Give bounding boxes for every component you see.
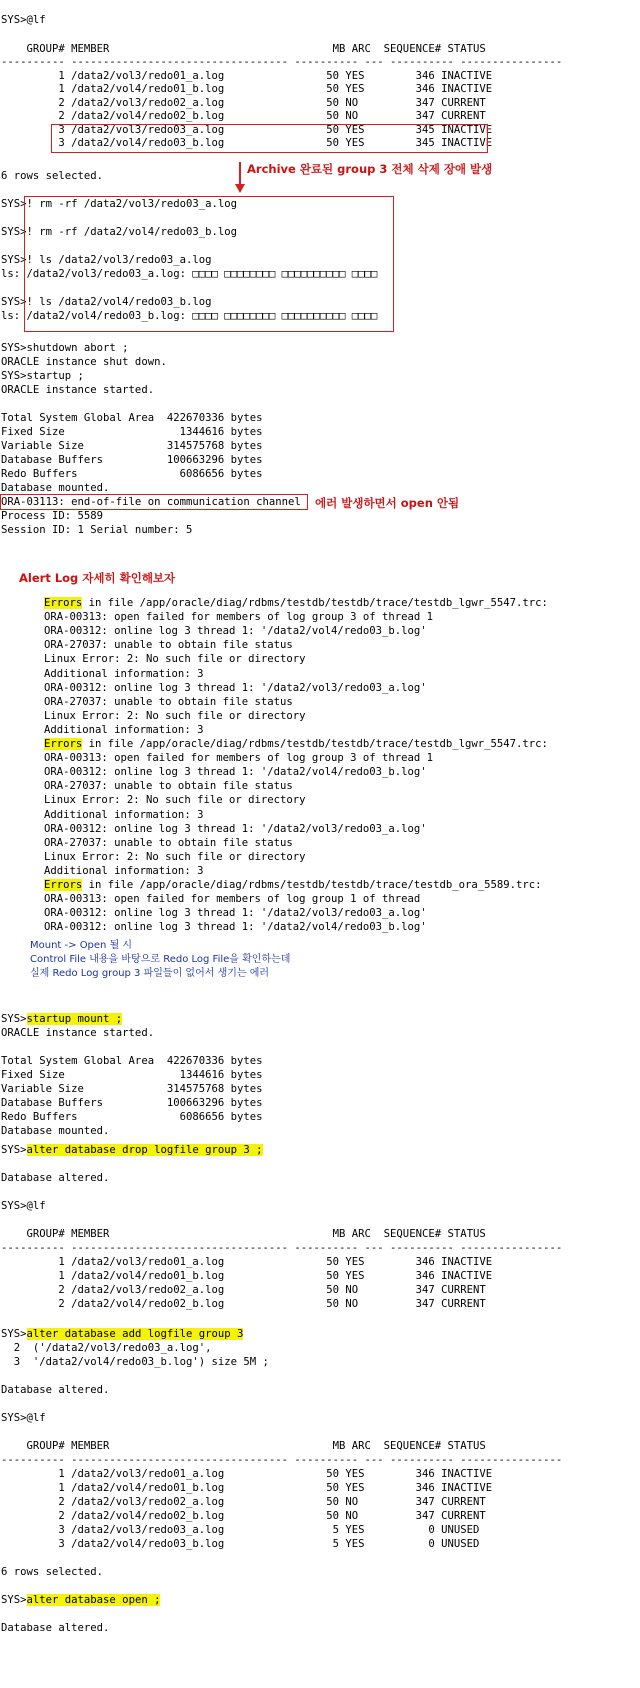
alert-log-line	[44, 879, 542, 892]
log-table-rule: ---------- ---------------------------------- ---------- --- ---------- ----------------	[1, 56, 563, 68]
archive-delete-note: Archive 완료된 group 3 전체 삭제 장애 발생	[247, 162, 493, 176]
startup-mount-cmd	[1, 1013, 122, 1026]
sga-line: Database mounted.	[1, 1125, 110, 1137]
arrow-head-icon	[235, 184, 245, 193]
rm-command-a: SYS>! rm -rf /data2/vol3/redo03_a.log	[1, 198, 237, 210]
alert-log-line: ORA-00312: online log 3 thread 1: '/data2/vol3/redo03_a.log'	[44, 822, 427, 835]
sga-line: Fixed Size 1344616 bytes	[1, 426, 263, 438]
log-table-row: 1 /data2/vol4/redo01_b.log 50 YES 346 INACTIVE	[1, 1482, 493, 1494]
alert-log-line: ORA-27037: unable to obtain file status	[44, 836, 293, 849]
instance-started-text: ORACLE instance started.	[1, 1027, 155, 1039]
alert-log-line: Additional information: 3	[44, 723, 204, 736]
alert-log-line: ORA-27037: unable to obtain file status	[44, 780, 293, 793]
log-table-header: GROUP# MEMBER MB ARC SEQUENCE# STATUS	[1, 1228, 486, 1240]
log-table-row: 3 /data2/vol3/redo03_a.log 50 YES 345 INACTIVE	[1, 123, 493, 136]
alert-log-line	[44, 738, 548, 751]
open-database-cmd	[1, 1594, 160, 1607]
ls-error-a-garbled: □□□□ □□□□□□□□ □□□□□□□□□□ □□□□	[192, 268, 378, 280]
down-arrow-icon	[239, 162, 241, 186]
database-altered-text: Database altered.	[1, 1384, 110, 1396]
log-table-row: 2 /data2/vol4/redo02_b.log 50 NO 347 CURRENT	[1, 1298, 486, 1310]
log-table-rule: ---------- ---------------------------------- ---------- --- ---------- ----------------	[1, 1454, 563, 1466]
alert-log-line: ORA-27037: unable to obtain file status	[44, 695, 293, 708]
log-table-header: GROUP# MEMBER MB ARC SEQUENCE# STATUS	[1, 1440, 486, 1452]
sga-line: Database Buffers 100663296 bytes	[1, 1097, 263, 1109]
alert-log-line-text: in file /app/oracle/diag/rdbms/testdb/testdb/trace/testdb_lgwr_5547.trc:	[82, 738, 548, 750]
sql-prompt-lf: SYS>@lf	[1, 14, 46, 26]
add-logfile-cmd-prefix: SYS>	[1, 1328, 27, 1340]
startup-mount-cmd-highlight: startup mount ;	[26, 1013, 123, 1025]
startup-mount-cmd-prefix: SYS>	[1, 1013, 27, 1025]
shutdown-line: SYS>startup ;	[1, 370, 84, 382]
shutdown-line: SYS>shutdown abort ;	[1, 342, 129, 354]
drop-logfile-cmd-prefix: SYS>	[1, 1144, 27, 1156]
alert-log-line: Additional information: 3	[44, 864, 204, 877]
sga-line: Redo Buffers 6086656 bytes	[1, 1111, 263, 1123]
sga-line: Redo Buffers 6086656 bytes	[1, 468, 263, 480]
alert-log-line: Linux Error: 2: No such file or directory	[44, 709, 306, 722]
add-logfile-cmd-highlight: alter database add logfile group 3	[26, 1328, 244, 1340]
alert-log-heading: Alert Log 자세히 확인해보자	[19, 571, 176, 585]
sga-line: Variable Size 314575768 bytes	[1, 440, 263, 452]
shutdown-line: ORACLE instance started.	[1, 384, 155, 396]
rm-command-b: SYS>! rm -rf /data2/vol4/redo03_b.log	[1, 226, 237, 238]
ls-error-b-garbled: □□□□ □□□□□□□□ □□□□□□□□□□ □□□□	[192, 310, 378, 322]
add-logfile-cmd	[1, 1328, 243, 1341]
alert-log-line: Linux Error: 2: No such file or directory	[44, 850, 306, 863]
explanation-note: 실제 Redo Log group 3 파일들이 없어서 생기는 에러	[30, 968, 270, 979]
log-table-row: 2 /data2/vol4/redo02_b.log 50 NO 347 CURRENT	[1, 1510, 486, 1522]
sql-prompt-lf: SYS>@lf	[1, 1412, 46, 1424]
sql-prompt-lf: SYS>@lf	[1, 1200, 46, 1212]
add-logfile-continuation: 3 '/data2/vol4/redo03_b.log') size 5M ;	[1, 1356, 269, 1368]
log-table-row: 2 /data2/vol3/redo02_a.log 50 NO 347 CURRENT	[1, 96, 486, 109]
ora-error-box	[0, 494, 308, 510]
log-table-row: 1 /data2/vol4/redo01_b.log 50 YES 346 INACTIVE	[1, 1270, 493, 1282]
explanation-note: Control File 내용을 바탕으로 Redo Log File을 확인하는데	[30, 954, 291, 965]
ls-command-b: SYS>! ls /data2/vol4/redo03_b.log	[1, 296, 212, 308]
sga-line: Total System Global Area 422670336 bytes	[1, 1055, 263, 1067]
log-table-row: 3 /data2/vol3/redo03_a.log 5 YES 0 UNUSED	[1, 1524, 480, 1536]
ls-error-a-text: ls: /data2/vol3/redo03_a.log:	[1, 268, 193, 280]
alert-log-line: ORA-00312: online log 3 thread 1: '/data2/vol4/redo03_b.log'	[44, 625, 427, 638]
alert-log-line: Additional information: 3	[44, 808, 204, 821]
sga-line: Database Buffers 100663296 bytes	[1, 454, 263, 466]
explanation-note: Mount -> Open 될 시	[30, 940, 133, 951]
log-table-row: 2 /data2/vol4/redo02_b.log 50 NO 347 CURRENT	[1, 110, 486, 123]
log-table-row: 2 /data2/vol3/redo02_a.log 50 NO 347 CURRENT	[1, 1284, 486, 1296]
alert-log-line: ORA-00312: online log 3 thread 1: '/data2/vol3/redo03_a.log'	[44, 681, 427, 694]
alert-log-line-highlight: Errors	[44, 597, 83, 609]
alert-log-line: Linux Error: 2: No such file or directory	[44, 794, 306, 807]
rows-selected-text: 6 rows selected.	[1, 170, 104, 182]
log-table-row: 1 /data2/vol3/redo01_a.log 50 YES 346 INACTIVE	[1, 1256, 493, 1268]
shutdown-line: ORACLE instance shut down.	[1, 356, 167, 368]
open-database-cmd-highlight: alter database open ;	[26, 1594, 161, 1606]
alert-log-line: Linux Error: 2: No such file or directory	[44, 653, 306, 666]
open-fail-note: 에러 발생하면서 open 안됨	[315, 496, 460, 510]
log-table-row: 1 /data2/vol4/redo01_b.log 50 YES 346 INACTIVE	[1, 83, 493, 96]
add-logfile-continuation: 2 ('/data2/vol3/redo03_a.log',	[1, 1342, 212, 1354]
open-database-cmd-prefix: SYS>	[1, 1594, 27, 1606]
log-table-row: 3 /data2/vol4/redo03_b.log 5 YES 0 UNUSED	[1, 1538, 480, 1550]
drop-logfile-cmd	[1, 1144, 263, 1157]
alert-log-line-highlight: Errors	[44, 738, 83, 750]
alert-log-line: ORA-00312: online log 3 thread 1: '/data2/vol3/redo03_a.log'	[44, 907, 427, 920]
ls-command-a: SYS>! ls /data2/vol3/redo03_a.log	[1, 254, 212, 266]
process-info-line: Session ID: 1 Serial number: 5	[1, 524, 193, 536]
alert-log-line: ORA-27037: unable to obtain file status	[44, 639, 293, 652]
alert-log-line: ORA-00312: online log 3 thread 1: '/data2/vol4/redo03_b.log'	[44, 921, 427, 934]
log-table-rule: ---------- ---------------------------------- ---------- --- ---------- ----------------	[1, 1242, 563, 1254]
log-table-row: 3 /data2/vol4/redo03_b.log 50 YES 345 INACTIVE	[1, 137, 493, 149]
ls-error-b-text: ls: /data2/vol4/redo03_b.log:	[1, 310, 193, 322]
alert-log-line: ORA-00313: open failed for members of log group 3 of thread 1	[44, 611, 434, 624]
alert-log-line: ORA-00313: open failed for members of log group 3 of thread 1	[44, 752, 434, 765]
log-table-row: 1 /data2/vol3/redo01_a.log 50 YES 346 INACTIVE	[1, 1468, 493, 1480]
log-table-header: GROUP# MEMBER MB ARC SEQUENCE# STATUS	[1, 43, 486, 55]
alert-log-line: ORA-00312: online log 3 thread 1: '/data2/vol4/redo03_b.log'	[44, 766, 427, 779]
alert-log-line-highlight: Errors	[44, 879, 83, 891]
sga-line: Variable Size 314575768 bytes	[1, 1083, 263, 1095]
drop-logfile-cmd-highlight: alter database drop logfile group 3 ;	[26, 1144, 263, 1156]
sga-line: Fixed Size 1344616 bytes	[1, 1069, 263, 1081]
alert-log-line	[44, 597, 548, 610]
alert-log-line: Additional information: 3	[44, 667, 204, 680]
database-altered-text: Database altered.	[1, 1622, 110, 1634]
sga-line: Total System Global Area 422670336 bytes	[1, 412, 263, 424]
alert-log-line: ORA-00313: open failed for members of log group 1 of thread	[44, 893, 421, 906]
log-table-row: 2 /data2/vol3/redo02_a.log 50 NO 347 CURRENT	[1, 1496, 486, 1508]
log-table-row: 1 /data2/vol3/redo01_a.log 50 YES 346 INACTIVE	[1, 70, 493, 82]
sga-line: Database mounted.	[1, 482, 110, 494]
database-altered-text: Database altered.	[1, 1172, 110, 1184]
alert-log-line-text: in file /app/oracle/diag/rdbms/testdb/testdb/trace/testdb_lgwr_5547.trc:	[82, 597, 548, 609]
rows-selected-text: 6 rows selected.	[1, 1566, 104, 1578]
ora-03113-error: ORA-03113: end-of-file on communication channel	[1, 496, 301, 508]
group3-highlight-box	[51, 124, 488, 153]
alert-log-line-text: in file /app/oracle/diag/rdbms/testdb/testdb/trace/testdb_ora_5589.trc:	[82, 879, 542, 891]
process-info-line: Process ID: 5589	[1, 510, 104, 522]
rm-commands-box	[24, 196, 394, 332]
